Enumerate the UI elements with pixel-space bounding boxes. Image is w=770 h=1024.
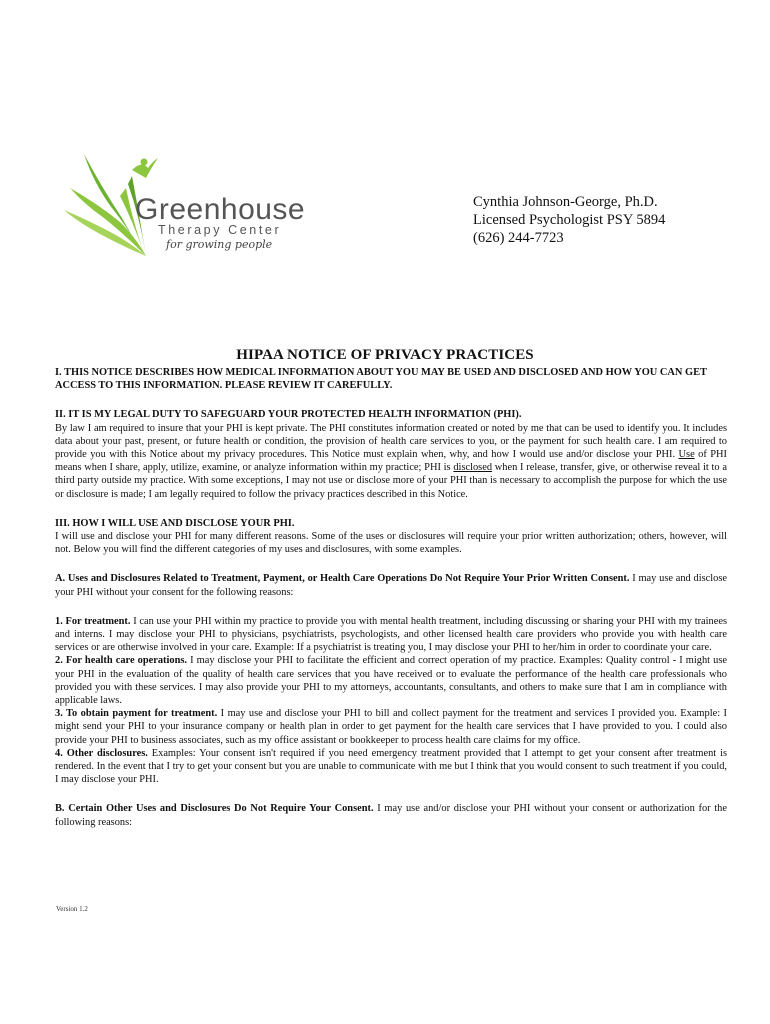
document-body bbox=[55, 366, 727, 829]
section-3-heading: III. HOW I WILL USE AND DISCLOSE YOUR PHI. bbox=[55, 517, 295, 529]
item-1-label: 1. For treatment. bbox=[55, 615, 131, 627]
list-item-other bbox=[55, 747, 727, 787]
section-2-text-a: By law I am required to insure that your PHI is kept private. The PHI constitutes information created or noted by me that can be used to identify you. It includes data about your past, present, or future health or condition, the provision of health care services to you, or the payment for such health care. I am required to provide you with this Notice about my privacy procedures. This Notice must explain when, why, and how I would use and/or disclose your PHI. bbox=[55, 422, 727, 461]
item-3-label: 3. To obtain payment for treatment. bbox=[55, 708, 218, 720]
section-a-text: I may use and disclose your PHI without your consent for the following reasons: bbox=[55, 573, 728, 598]
list-item-payment bbox=[55, 707, 727, 747]
item-4-label: 4. Other disclosures. bbox=[55, 747, 148, 759]
disclosed-term: disclosed bbox=[453, 462, 493, 474]
section-a-paragraph bbox=[55, 572, 727, 598]
logo-tagline: for growing people bbox=[166, 238, 273, 251]
item-2-text: I may disclose your PHI to facilitate the efficient and correct operation of my practice. Examples: Quality control - I might use your PHI in the evaluation of the quality of health care services that you have received or to evaluate the performance of the health care professionals who provided you with these services. I may also provide your PHI to my attorneys, accountants, consultants, and others to make sure that I am in compliance with applicable laws. bbox=[55, 655, 727, 707]
item-2-label: 2. For health care operations. bbox=[55, 655, 188, 667]
section-b-text: I may use and/or disclose your PHI without your consent or authorization for the following reasons: bbox=[55, 803, 727, 828]
logo-name: Greenhouse bbox=[135, 193, 306, 226]
section-b-heading: B. Certain Other Uses and Disclosures Do Not Require Your Consent. bbox=[55, 803, 374, 815]
list-item-treatment bbox=[55, 615, 727, 655]
document-title: HIPAA NOTICE OF PRIVACY PRACTICES bbox=[236, 347, 534, 363]
logo-subtitle: Therapy Center bbox=[158, 223, 282, 237]
greenhouse-logo bbox=[62, 148, 306, 268]
item-1-text: I can use your PHI within my practice to provide you with mental health treatment, including discussing or sharing your PHI with my trainees and interns. I may disclose your PHI to physicians, psychiatrists, psychologists, and other licensed health care providers who provide you with health care services or are otherwise involved in your care. Example: If a psychiatrist is treating you, I may disclose your PHI to her/him in order to coordinate your care. bbox=[55, 615, 727, 654]
section-1-heading: I. THIS NOTICE DESCRIBES HOW MEDICAL INFORMATION ABOUT YOU MAY BE USED AND DISCLOSED AND HOW YOU CAN GET ACCESS TO THIS INFORMATION. PLEASE REVIEW IT CAREFULLY. bbox=[55, 367, 707, 392]
contact-block bbox=[473, 193, 665, 247]
section-2-text bbox=[55, 422, 727, 501]
section-2-text-b: of PHI means when I share, apply, utilize, examine, or analyze information within my practice; PHI is bbox=[55, 449, 728, 474]
section-2-text-c: when I release, transfer, give, or otherwise reveal it to a third party outside my practice. With some exceptions, I may not use or disclose more of your PHI than is necessary to accomplish the purpose for which the use or disclosure is made; I am legally required to follow the privacy practices described in this Notice. bbox=[55, 462, 727, 500]
contact-license: Licensed Psychologist PSY 5894 bbox=[473, 212, 666, 228]
version-footer: Version 1.2 bbox=[56, 905, 88, 913]
section-b-paragraph bbox=[55, 802, 727, 828]
item-4-text: Examples: Your consent isn't required if you need emergency treatment provided that I attempt to get your consent after treatment is rendered. In the event that I try to get your consent but you are unable to communicate with me but I think that you would consent to such treatment if you could, I may disclose your PHI. bbox=[55, 747, 727, 786]
list-item-operations bbox=[55, 654, 727, 707]
use-term: Use bbox=[678, 449, 695, 461]
item-3-text: I may use and disclose your PHI to bill and collect payment for the treatment and services I provided you. Example: I might send your PHI to your insurance company or health plan in order to get payment for the health care services that I have provided to you. I could also provide your PHI to business associates, such as my office assistant or bookkeeper to process health care claims for my office. bbox=[55, 708, 727, 746]
contact-name: Cynthia Johnson-George, Ph.D. bbox=[473, 194, 658, 210]
section-2-heading: II. IT IS MY LEGAL DUTY TO SAFEGUARD YOUR PROTECTED HEALTH INFORMATION (PHI). bbox=[55, 409, 522, 421]
contact-phone: (626) 244-7723 bbox=[473, 230, 564, 246]
section-3-text: I will use and disclose your PHI for many different reasons. Some of the uses or disclosures will require your prior written authorization; others, however, will not. Below you will find the different categories of my uses and disclosures, with some examples. bbox=[55, 531, 727, 556]
section-a-heading: A. Uses and Disclosures Related to Treatment, Payment, or Health Care Operations Do Not Require Your Prior Written Consent. bbox=[55, 573, 630, 585]
